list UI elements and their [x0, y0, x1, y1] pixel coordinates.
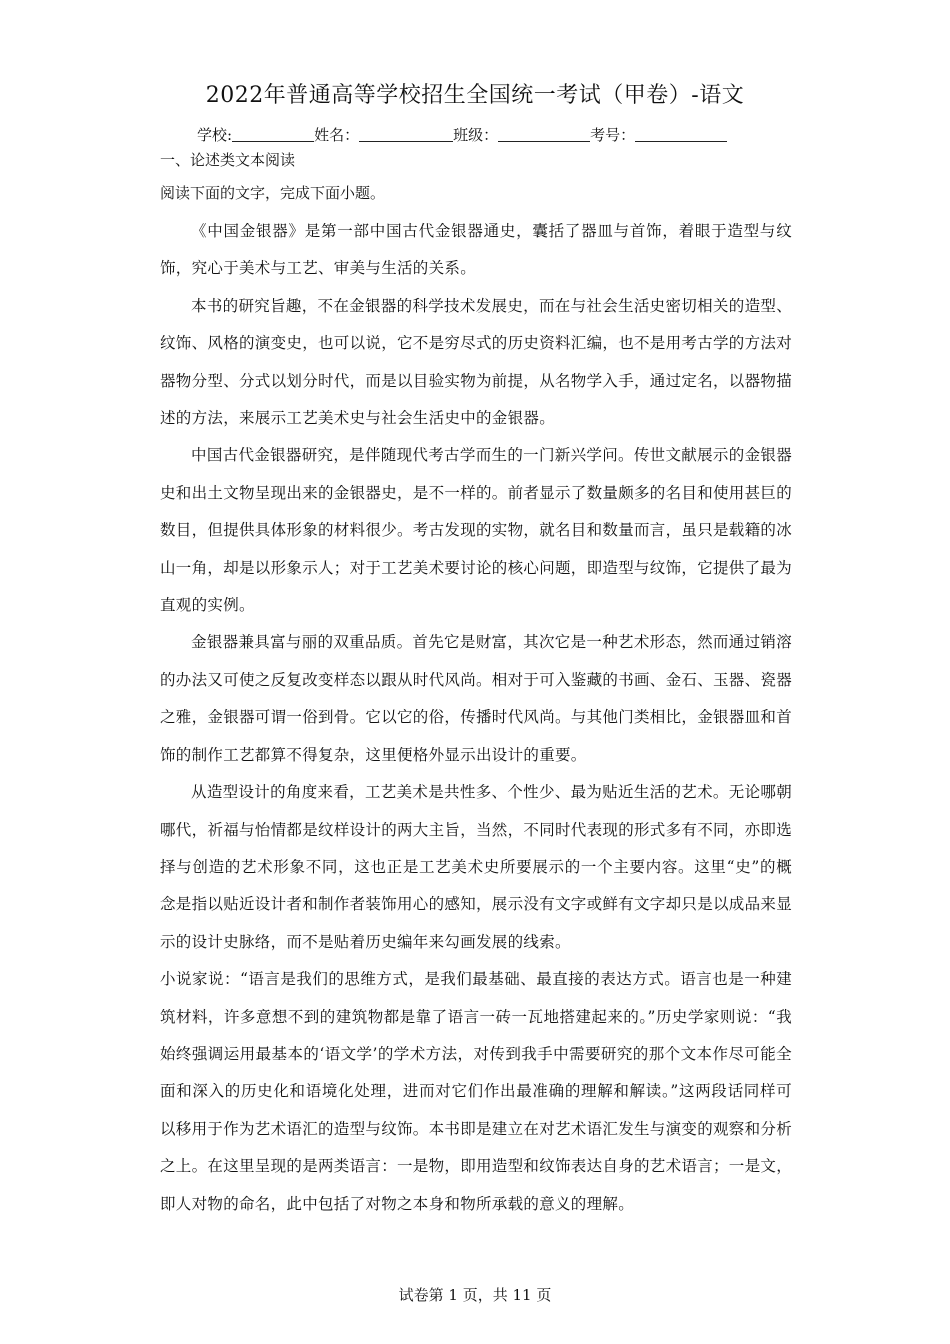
paragraph: 中国古代金银器研究，是伴随现代考古学而生的一门新兴学问。传世文献展示的金银器史和出土文物呈现出来的金银器史，是不一样的。前者显示了数量颇多的名目和使用甚巨的数目，但提供具体形象的材料很少。考古发现的实物，就名目和数量而言，虽只是载籍的冰山一角，却是以形象示人；对于工艺美术要讨论的核心问题，即造型与纹饰，它提供了最为直观的实例。 [160, 446, 793, 615]
passage [160, 213, 792, 1223]
paragraph: 金银器兼具富与丽的双重品质。首先它是财富，其次它是一种艺术形态，然而通过销溶的办法又可使之反复改变样态以跟从时代风尚。相对于可入鉴藏的书画、金石、玉器、瓷器之雅，金银器可谓一俗到骨。它以它的俗，传播时代风尚。与其他门类相比，金银器皿和首饰的制作工艺都算不得复杂，这里便格外显示出设计的重要。 [160, 633, 793, 764]
paragraph: 小说家说：“语言是我们的思维方式，是我们最基础、最直接的表达方式。语言也是一种建筑材料，许多意想不到的建筑物都是靠了语言一砖一瓦地搭建起来的。”历史学家则说：“我始终强调运用最基本的‘语文学’的学术方法，对传到我手中需要研究的那个文本作尽可能全面和深入的历史化和语境化处理，进而对它们作出最准确的理解和解读。”这两段话同样可以移用于作为艺术语汇的造型与纹饰。本书即是建立在对艺术语汇发生与演变的观察和分析之上。在这里呈现的是两类语言：一是物，即用造型和纹饰表达自身的艺术语言；一是文，即人对物的命名，此中包括了对物之本身和物所承载的意义的理解。 [160, 970, 793, 1213]
page-title: 2022年普通高等学校招生全国统一考试（甲卷）-语文 [205, 83, 745, 108]
page-footer: 试卷第 1 页，共 11 页 [398, 1286, 552, 1304]
section-heading: 一、论述类文本阅读 [160, 151, 296, 169]
name-blank [359, 127, 453, 142]
class-label: 班级： [453, 126, 499, 144]
paragraph: 本书的研究旨趣，不在金银器的科学技术发展史，而在与社会生活史密切相关的造型、纹饰、风格的演变史，也可以说，它不是穷尽式的历史资料汇编，也不是用考古学的方法对器物分型、分式以划分时代，而是以目验实物为前提，从名物学入手，通过定名，以器物描述的方法，来展示工艺美术史与社会生活史中的金银器。 [160, 296, 793, 428]
paragraph: 《中国金银器》是第一部中国古代金银器通史，囊括了器皿与首饰，着眼于造型与纹饰，究心于美术与工艺、审美与生活的关系。 [160, 222, 792, 278]
school-blank [232, 127, 314, 142]
student-info-line [197, 124, 797, 145]
class-blank [498, 127, 590, 142]
reading-instruction: 阅读下面的文字，完成下面小题。 [160, 184, 386, 202]
exam-number-label: 考号： [590, 126, 636, 144]
name-label: 姓名： [314, 126, 360, 144]
exam-number-blank [635, 127, 727, 142]
school-label: 学校: [197, 126, 233, 144]
paragraph: 从造型设计的角度来看，工艺美术是共性多、个性少、最为贴近生活的艺术。无论哪朝哪代，祈福与怡情都是纹样设计的两大主旨，当然，不同时代表现的形式多有不同，亦即选择与创造的艺术形象不同，这也正是工艺美术史所要展示的一个主要内容。这里“史”的概念是指以贴近设计者和制作者装饰用心的感知，展示没有文字或鲜有文字却只是以成品来显示的设计史脉络，而不是贴着历史编年来勾画发展的线索。 [160, 783, 793, 951]
